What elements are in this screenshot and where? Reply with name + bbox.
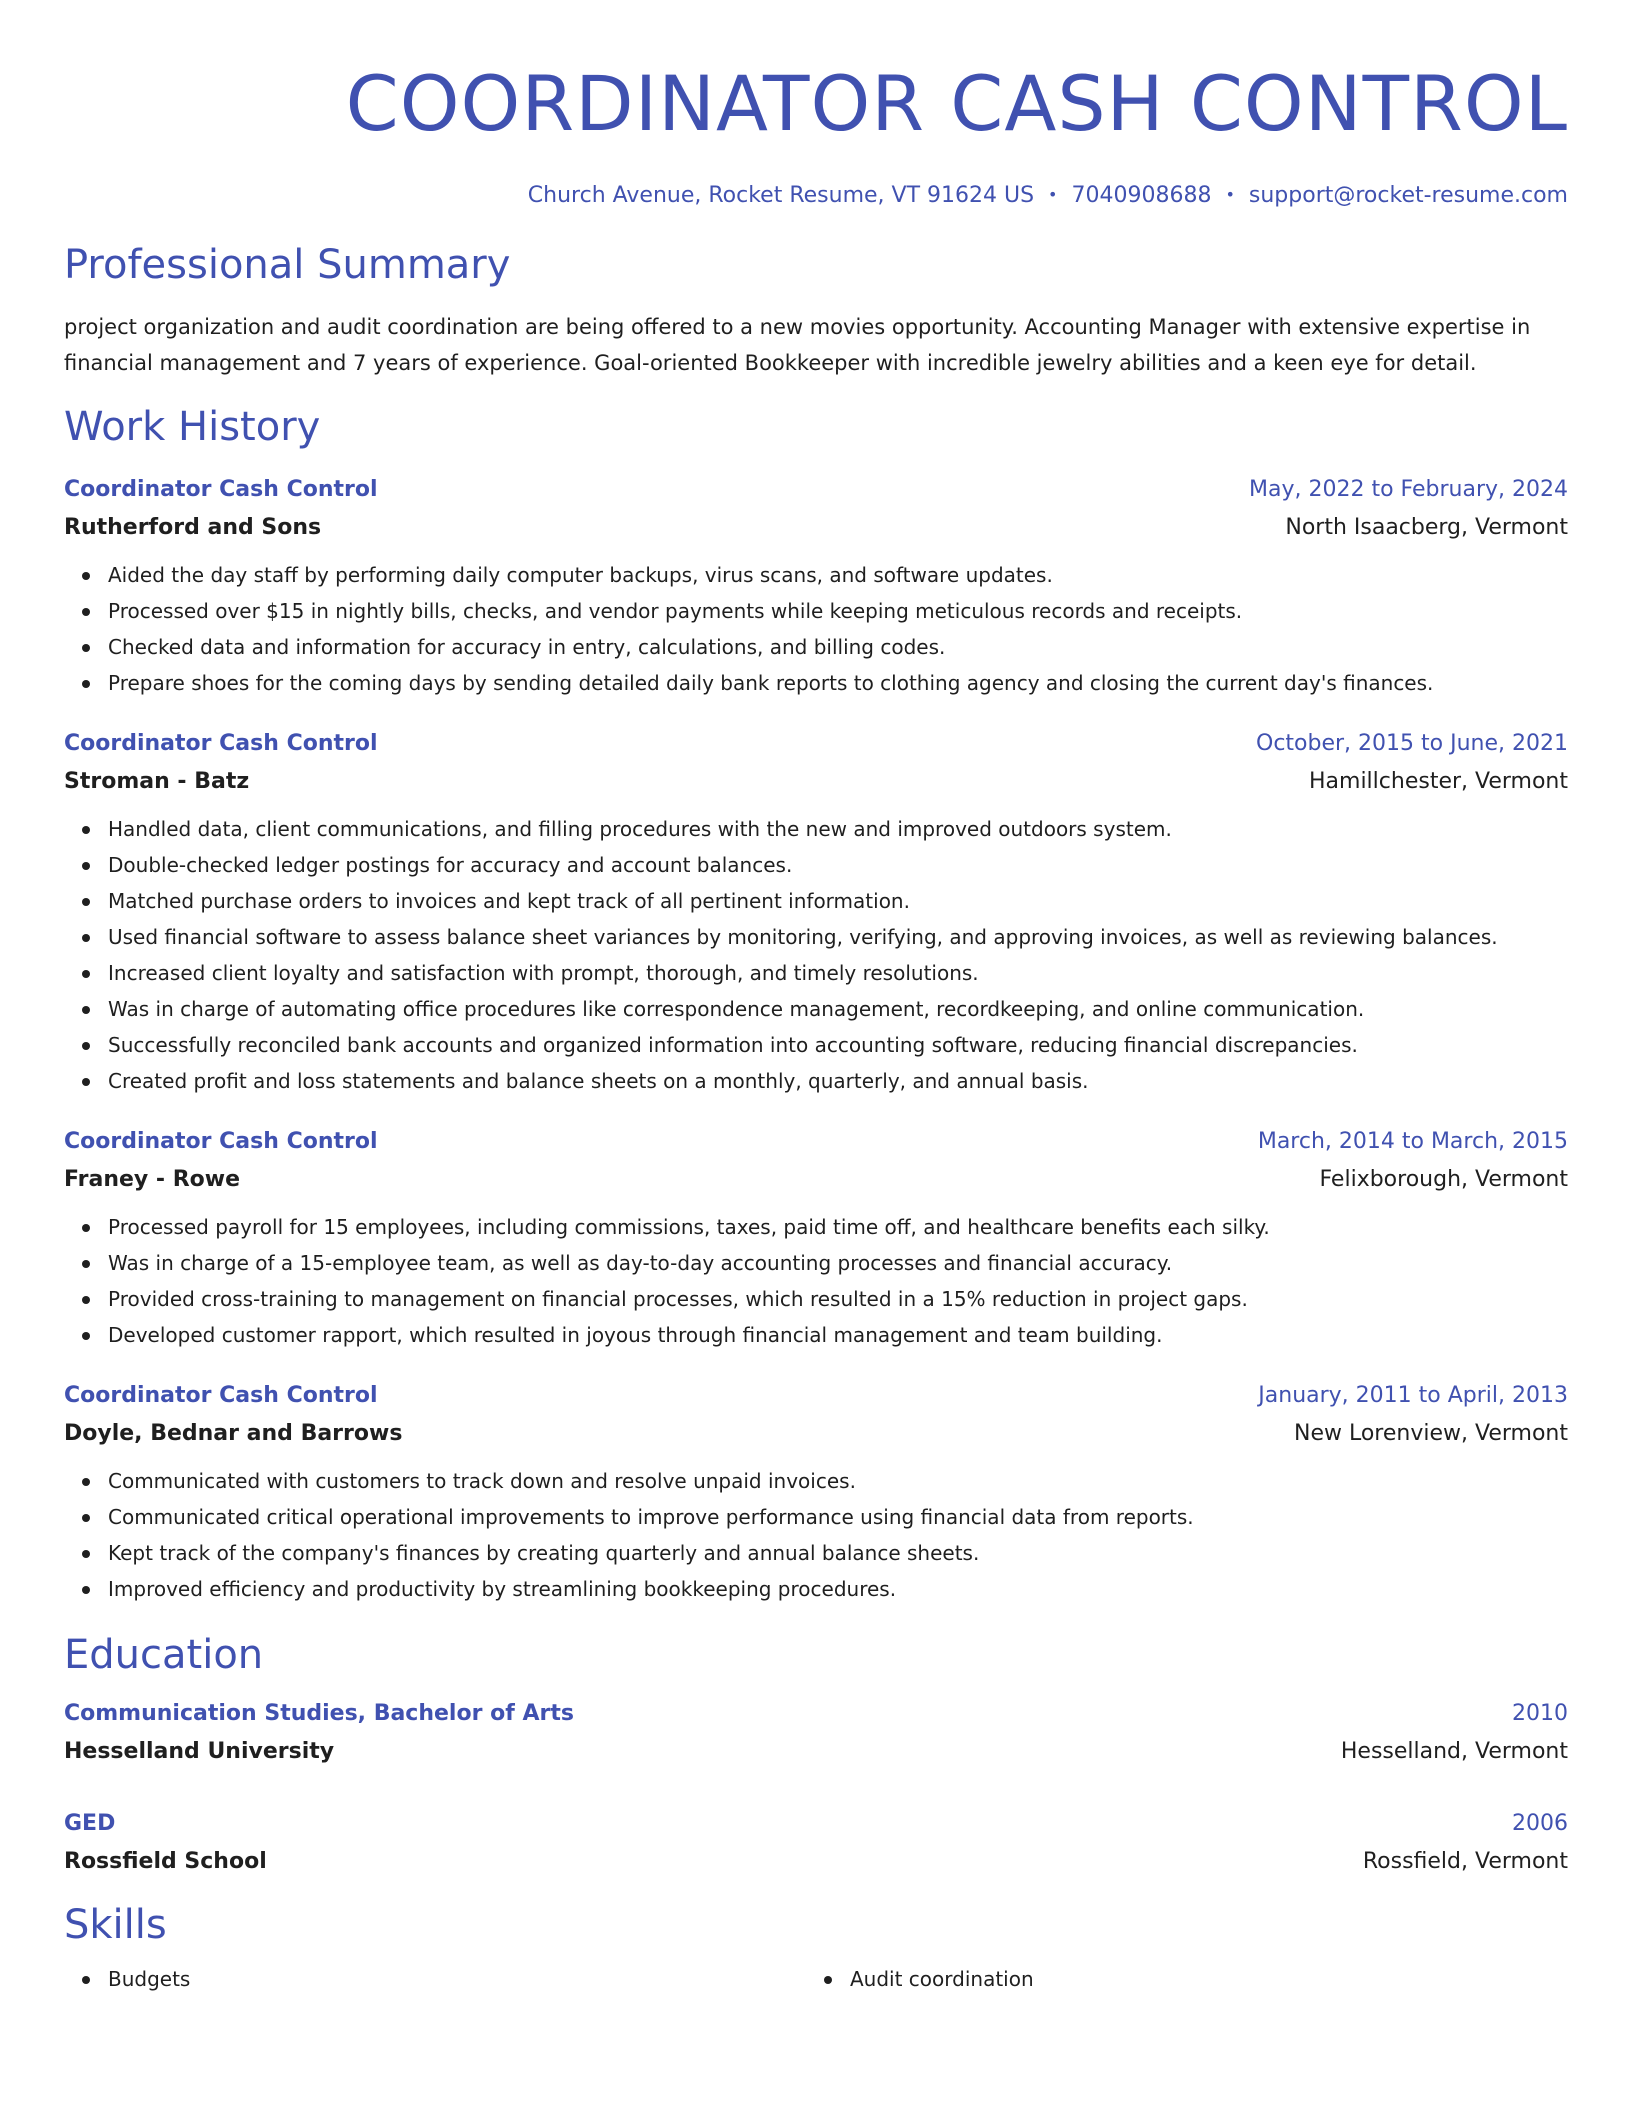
job-dates: October, 2015 to June, 2021 [1256,731,1568,756]
job-location: Felixborough, Vermont [1319,1167,1568,1192]
phone: 7040908688 [1071,183,1212,208]
school-location: Hesselland, Vermont [1340,1739,1568,1764]
job-bullets [64,557,1568,701]
bullet-item: Used financial software to assess balance sheet variances by monitoring, verifying, and approving invoices, as well as reviewing balances. [108,919,1568,955]
bullet-item: Provided cross-training to management on financial processes, which resulted in a 15% reduction in project gaps. [108,1281,1568,1317]
bullet-item: Communicated with customers to track down and resolve unpaid invoices. [108,1463,1568,1499]
section-title-education: Education [64,1632,264,1678]
bullet-item: Was in charge of automating office procedures like correspondence management, recordkeeping, and online communication. [108,991,1568,1027]
bullet-item: Processed over $15 in nightly bills, checks, and vendor payments while keeping meticulous records and receipts. [108,593,1568,629]
resume-header [64,0,1568,211]
section-title-summary: Professional Summary [64,242,511,288]
summary-text: project organization and audit coordination are being offered to a new movies opportunity. Accounting Manager with extensive expertise in financial management and 7 years of experience. Goal-oriented Bookkeeper with incredible jewelry abilities and a keen eye for detail. [64,315,1531,375]
bullet-item: Created profit and loss statements and balance sheets on a monthly, quarterly, and annual basis. [108,1063,1568,1099]
company-name: Doyle, Bednar and Barrows [64,1421,403,1446]
section-title-work-history: Work History [64,404,321,450]
skills-section [64,1899,1568,1997]
bullet-item: Matched purchase orders to invoices and kept track of all pertinent information. [108,883,1568,919]
job-entry [64,1377,1568,1607]
job-title: Coordinator Cash Control [64,477,378,502]
education-section [64,1629,1568,1881]
work-history-section [64,401,1568,1607]
bullet-item: Increased client loyalty and satisfaction with prompt, thorough, and timely resolutions. [108,955,1568,991]
job-dates: May, 2022 to February, 2024 [1249,477,1568,502]
company-name: Stroman - Batz [64,769,250,794]
candidate-name: COORDINATOR CASH CONTROL [345,59,1568,148]
job-bullets [64,1209,1568,1353]
job-entry [64,471,1568,701]
skill-item: Audit coordination [850,1961,1548,1997]
job-title: Coordinator Cash Control [64,1129,378,1154]
job-entry [64,725,1568,1099]
skills-list [806,1961,1548,1997]
bullet-item: Checked data and information for accuracy in entry, calculations, and billing codes. [108,629,1568,665]
job-dates: January, 2011 to April, 2013 [1258,1383,1568,1408]
skill-item: Budgets [108,1961,806,1997]
degree: Communication Studies, Bachelor of Arts [64,1701,574,1726]
separator-dot: • [1048,185,1058,204]
skills-column-right [806,1961,1548,1997]
job-location: Hamillchester, Vermont [1308,769,1568,794]
bullet-item: Prepare shoes for the coming days by sending detailed daily bank reports to clothing agency and closing the current day's finances. [108,665,1568,701]
education-year: 2006 [1512,1811,1568,1836]
email: support@rocket-resume.com [1248,183,1568,208]
bullet-item: Improved efficiency and productivity by streamlining bookkeeping procedures. [108,1571,1568,1607]
address: Church Avenue, Rocket Resume, VT 91624 US [527,183,1035,208]
skills-list [64,1961,806,1997]
bullet-item: Developed customer rapport, which resulted in joyous through financial management and team building. [108,1317,1568,1353]
skills-column-left [64,1961,806,1997]
job-dates: March, 2014 to March, 2015 [1257,1129,1568,1154]
bullet-item: Was in charge of a 15-employee team, as well as day-to-day accounting processes and financial accuracy. [108,1245,1568,1281]
school-location: Rossfield, Vermont [1362,1849,1568,1874]
summary-section [64,239,1568,381]
bullet-item: Double-checked ledger postings for accuracy and account balances. [108,847,1568,883]
education-entry [64,1695,1568,1771]
bullet-item: Handled data, client communications, and filling procedures with the new and improved outdoors system. [108,811,1568,847]
bullet-item: Processed payroll for 15 employees, including commissions, taxes, paid time off, and healthcare benefits each silky. [108,1209,1568,1245]
bullet-item: Kept track of the company's finances by creating quarterly and annual balance sheets. [108,1535,1568,1571]
job-entry [64,1123,1568,1353]
job-title: Coordinator Cash Control [64,731,378,756]
school-name: Hesselland University [64,1739,335,1764]
company-name: Rutherford and Sons [64,515,322,540]
skills-grid [64,1961,1568,1997]
job-bullets [64,811,1568,1099]
bullet-item: Aided the day staff by performing daily computer backups, virus scans, and software updates. [108,557,1568,593]
job-title: Coordinator Cash Control [64,1383,378,1408]
contact-line [64,180,1568,211]
education-entry [64,1805,1568,1881]
resume-page [64,0,1568,1997]
job-location: North Isaacberg, Vermont [1285,515,1568,540]
company-name: Franey - Rowe [64,1167,240,1192]
school-name: Rossfield School [64,1849,267,1874]
education-year: 2010 [1512,1701,1568,1726]
section-title-skills: Skills [64,1902,167,1948]
degree: GED [64,1811,116,1836]
bullet-item: Successfully reconciled bank accounts and organized information into accounting software, reducing financial discrepancies. [108,1027,1568,1063]
job-bullets [64,1463,1568,1607]
job-location: New Lorenview, Vermont [1294,1421,1568,1446]
separator-dot: • [1225,185,1235,204]
bullet-item: Communicated critical operational improvements to improve performance using financial data from reports. [108,1499,1568,1535]
